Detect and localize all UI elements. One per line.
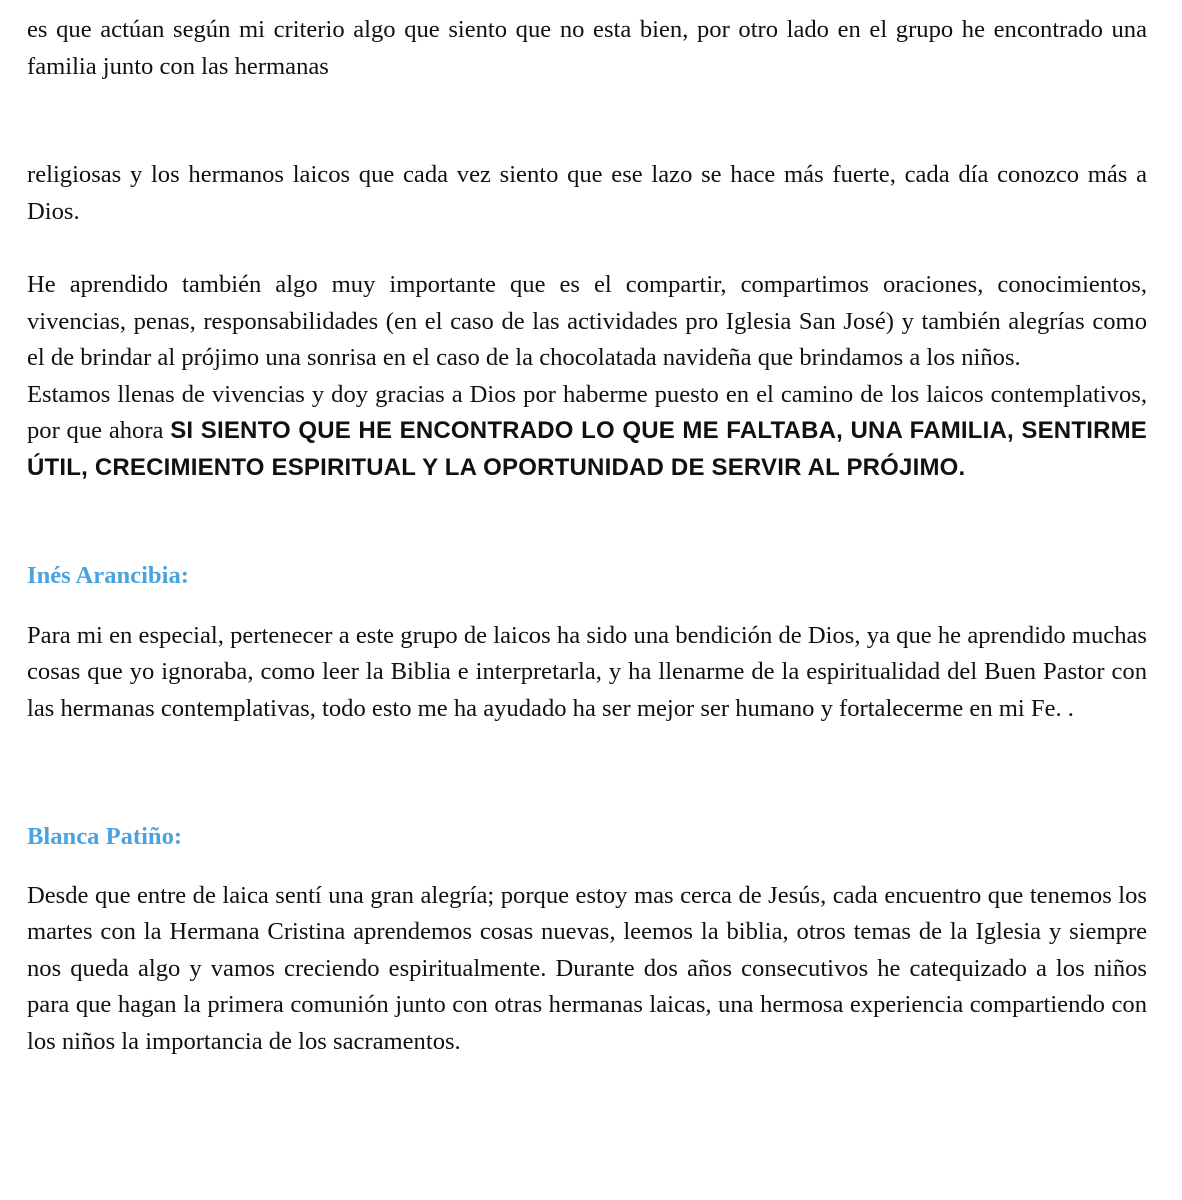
paragraph-5: Para mi en especial, pertenecer a este grupo de laicos ha sido una bendición de Dios, ya que he aprendido muchas cosas que yo ignoraba, como leer la Biblia e interpretarla, y ha llenarme de la espiritualidad del Buen Pastor con las hermanas contemplativas, todo esto me ha ayudado ha ser mejor ser humano y fortalecerme en mi Fe. .: [27, 621, 1147, 722]
author-heading-ines: Inés Arancibia:: [27, 562, 189, 589]
paragraph-2: religiosas y los hermanos laicos que cada vez siento que ese lazo se hace más fuerte, cada día conozco más a Dios.: [27, 161, 1147, 225]
paragraph-4-lead: Estamos llenas de vivencias y doy gracias a Dios por haberme puesto en el camino de los laicos contemplativos, por que ahora: [27, 380, 1147, 444]
paragraph-3: He aprendido también algo muy importante que es el compartir, compartimos oraciones, conocimientos, vivencias, penas, responsabilidades (en el caso de las actividades pro Iglesia San José) y también alegrías como el de brindar al prójimo una sonrisa en el caso de la chocolatada navideña que brindamos a los niños.: [27, 271, 1147, 371]
author-heading-blanca: Blanca Patiño:: [27, 823, 183, 850]
paragraph-1: es que actúan según mi criterio algo que siento que no esta bien, por otro lado en el grupo he encontrado una familia junto con las hermanas: [27, 16, 1147, 80]
paragraph-4: [27, 377, 1147, 487]
document-page: [27, 12, 1147, 1060]
paragraph-4-emphasis: SI SIENTO QUE HE ENCONTRADO LO QUE ME FALTABA, UNA FAMILIA, SENTIRME ÚTIL, CRECIMIENTO ESPIRITUAL Y LA OPORTUNIDAD DE SERVIR AL PRÓJIMO.: [27, 417, 1148, 481]
paragraph-6: Desde que entre de laica sentí una gran alegría; porque estoy mas cerca de Jesús, cada encuentro que tenemos los martes con la Hermana Cristina aprendemos cosas nuevas, leemos la biblia, otros temas de la Iglesia y siempre nos queda algo y vamos creciendo espiritualmente. Durante dos años consecutivos he catequizado a los niños para que hagan la primera comunión junto con otras hermanas laicas, una hermosa experiencia compartiendo con los niños la importancia de los sacramentos.: [27, 881, 1147, 1055]
